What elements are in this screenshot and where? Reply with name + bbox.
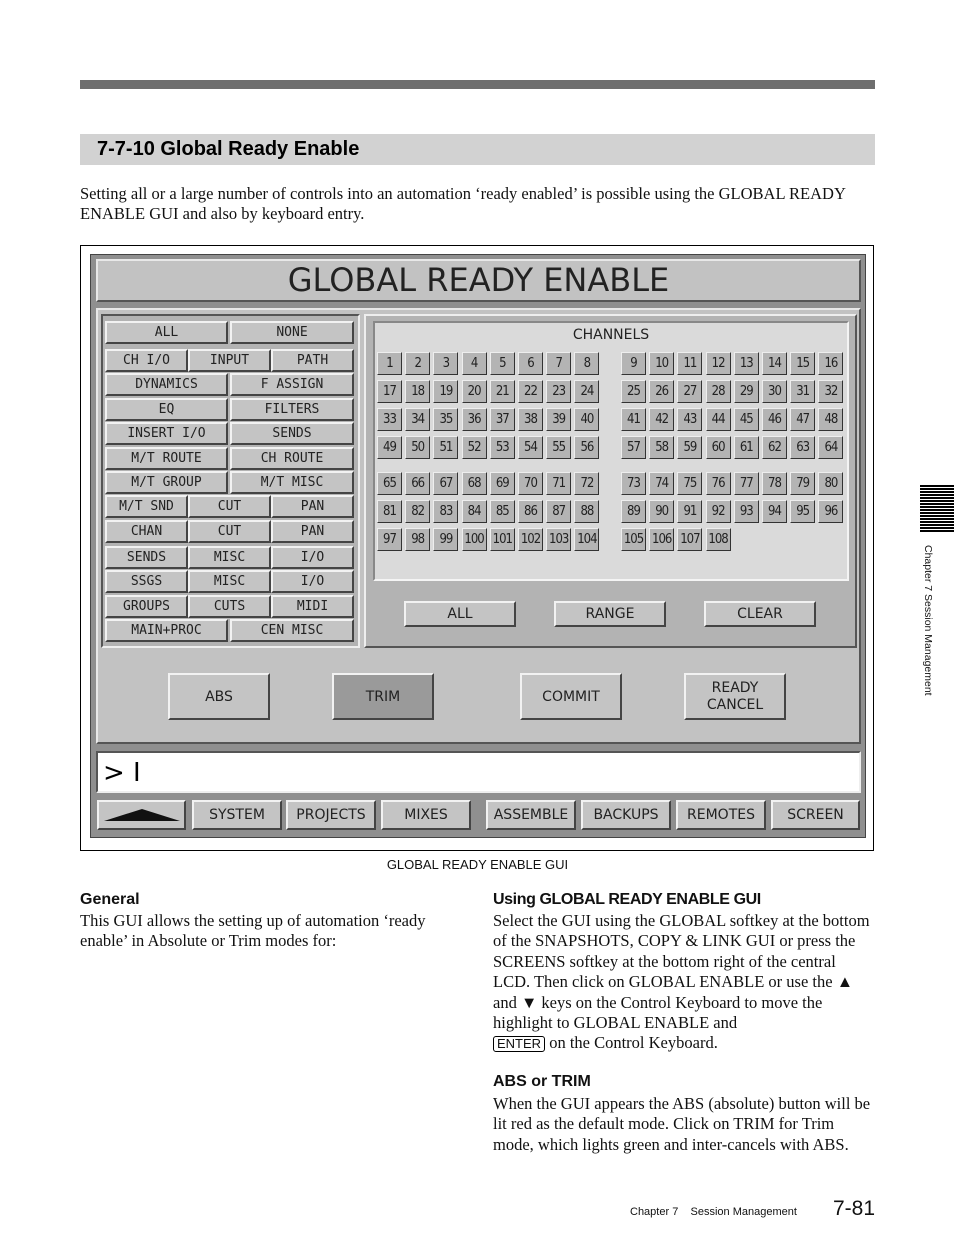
intro-paragraph: Setting all or a large number of controls into an automation ‘ready enabled’ is possible using the GLOBAL READY ENABLE GUI and also by keyboard entry. — [80, 184, 846, 224]
channel-button[interactable]: 25 — [621, 380, 646, 403]
softkey-mixes[interactable]: MIXES — [381, 800, 471, 830]
channel-button[interactable]: 16 — [818, 352, 843, 375]
trim-button[interactable]: TRIM — [332, 673, 434, 720]
channel-button[interactable]: 101 — [490, 528, 515, 551]
general-heading: General — [80, 891, 140, 908]
channel-button[interactable]: 7 — [546, 352, 571, 375]
section-title: 7-7-10 Global Ready Enable — [97, 138, 360, 160]
channel-button[interactable]: 74 — [649, 472, 674, 495]
channel-button[interactable]: 75 — [677, 472, 702, 495]
channel-button[interactable]: 46 — [762, 408, 787, 431]
channel-button[interactable]: 15 — [790, 352, 815, 375]
channel-button[interactable]: 18 — [405, 380, 430, 403]
channel-button[interactable]: 72 — [574, 472, 599, 495]
channel-button[interactable]: 30 — [762, 380, 787, 403]
channel-button[interactable]: 8 — [574, 352, 599, 375]
channel-button[interactable]: 48 — [818, 408, 843, 431]
channel-button[interactable]: 94 — [762, 500, 787, 523]
page-number: 7-81 — [833, 1197, 876, 1220]
group-button[interactable]: PAN — [271, 520, 354, 543]
channel-button[interactable]: 31 — [790, 380, 815, 403]
channel-button[interactable]: 22 — [518, 380, 543, 403]
group-button[interactable]: CUT — [188, 520, 271, 543]
general-text: This GUI allows the setting up of automation ‘ready enable’ in Absolute or Trim modes for: — [80, 911, 426, 951]
channel-button[interactable]: 40 — [574, 408, 599, 431]
channel-button[interactable]: 27 — [677, 380, 702, 403]
group-button[interactable]: PATH — [271, 349, 354, 372]
channels-label: CHANNELS — [572, 327, 650, 343]
channel-button[interactable]: 32 — [818, 380, 843, 403]
commit-button[interactable]: COMMIT — [520, 673, 622, 720]
channel-button[interactable]: 88 — [574, 500, 599, 523]
chapter-thumb-tab — [920, 485, 954, 532]
enter-key: ENTER — [493, 1036, 545, 1052]
group-button[interactable]: M/T GROUP — [105, 471, 228, 494]
scroll-up-softkey[interactable] — [97, 800, 186, 830]
channel-button[interactable]: 10 — [649, 352, 674, 375]
channel-button[interactable]: 106 — [649, 528, 674, 551]
channel-button[interactable]: 11 — [677, 352, 702, 375]
up-arrow-icon — [104, 809, 180, 821]
channel-button[interactable]: 92 — [706, 500, 731, 523]
group-button[interactable]: SSGS — [105, 570, 188, 593]
channel-clear-button[interactable]: CLEAR — [704, 601, 816, 627]
channel-button[interactable]: 91 — [677, 500, 702, 523]
group-button[interactable]: DYNAMICS — [105, 373, 228, 396]
group-button[interactable]: CH I/O — [105, 349, 188, 372]
channel-button[interactable]: 6 — [518, 352, 543, 375]
channel-button[interactable]: 79 — [790, 472, 815, 495]
using-text-2: on the Control Keyboard. — [549, 1033, 718, 1053]
channel-button[interactable]: 39 — [546, 408, 571, 431]
channel-button[interactable]: 90 — [649, 500, 674, 523]
channel-button[interactable]: 76 — [706, 472, 731, 495]
channel-button[interactable]: 44 — [706, 408, 731, 431]
group-button[interactable]: I/O — [271, 570, 354, 593]
channel-button[interactable]: 81 — [377, 500, 402, 523]
channel-button[interactable]: 29 — [734, 380, 759, 403]
channel-button[interactable]: 37 — [490, 408, 515, 431]
channel-button[interactable]: 104 — [574, 528, 599, 551]
softkey-system[interactable]: SYSTEM — [192, 800, 282, 830]
channel-button[interactable]: 5 — [490, 352, 515, 375]
top-rule — [80, 80, 875, 89]
channel-button[interactable]: 96 — [818, 500, 843, 523]
channel-button[interactable]: 19 — [433, 380, 458, 403]
group-button[interactable]: MISC — [188, 546, 271, 569]
channel-button[interactable]: 82 — [405, 500, 430, 523]
channel-button[interactable]: 107 — [677, 528, 702, 551]
channel-button[interactable]: 78 — [762, 472, 787, 495]
channel-button[interactable]: 65 — [377, 472, 402, 495]
using-text-1: Select the GUI using the GLOBAL softkey at the bottom of the SNAPSHOTS, COPY & LINK GUI or press the SCREENS softkey at the bottom right of the central LCD. Then click on GLOBAL ENABLE or use the ▲ and ▼ keys on the Control Keyboard to move the highlight to GLOBAL ENABLE and — [493, 911, 870, 1033]
channel-button[interactable]: 68 — [462, 472, 487, 495]
group-button[interactable]: CH ROUTE — [230, 447, 354, 470]
channel-button[interactable]: 21 — [490, 380, 515, 403]
footer-chapter: Chapter 7 Session Management — [630, 1206, 797, 1218]
channel-button[interactable]: 55 — [546, 436, 571, 459]
channel-button[interactable]: 38 — [518, 408, 543, 431]
channel-button[interactable]: 45 — [734, 408, 759, 431]
abs-button[interactable]: ABS — [168, 673, 270, 720]
channel-button[interactable]: 97 — [377, 528, 402, 551]
channel-button[interactable]: 26 — [649, 380, 674, 403]
group-button[interactable]: PAN — [271, 495, 354, 518]
channel-button[interactable]: 61 — [734, 436, 759, 459]
channel-button[interactable]: 93 — [734, 500, 759, 523]
group-button[interactable]: INSERT I/O — [105, 422, 228, 445]
channel-button[interactable]: 56 — [574, 436, 599, 459]
softkey-screen[interactable]: SCREEN — [771, 800, 860, 830]
softkey-backups[interactable]: BACKUPS — [581, 800, 671, 830]
command-line-input[interactable] — [96, 751, 861, 793]
channel-button[interactable]: 69 — [490, 472, 515, 495]
channel-button[interactable]: 70 — [518, 472, 543, 495]
channel-button[interactable]: 9 — [621, 352, 646, 375]
group-button[interactable]: M/T SND — [105, 495, 188, 518]
channel-button[interactable]: 63 — [790, 436, 815, 459]
channel-button[interactable]: 64 — [818, 436, 843, 459]
channel-button[interactable]: 102 — [518, 528, 543, 551]
channel-button[interactable]: 53 — [490, 436, 515, 459]
channel-button[interactable]: 67 — [433, 472, 458, 495]
abs-trim-heading: ABS or TRIM — [493, 1073, 591, 1090]
channel-button[interactable]: 52 — [462, 436, 487, 459]
channel-button[interactable]: 28 — [706, 380, 731, 403]
channel-button[interactable]: 95 — [790, 500, 815, 523]
group-button[interactable]: M/T MISC — [230, 471, 354, 494]
softkey-remotes[interactable]: REMOTES — [676, 800, 766, 830]
channel-button[interactable]: 17 — [377, 380, 402, 403]
group-button[interactable]: GROUPS — [105, 595, 188, 618]
channel-button[interactable]: 13 — [734, 352, 759, 375]
gui-title-bar — [96, 259, 861, 302]
channel-button[interactable]: 57 — [621, 436, 646, 459]
channel-button[interactable]: 3 — [433, 352, 458, 375]
channel-range-button[interactable]: RANGE — [554, 601, 666, 627]
group-button[interactable]: MIDI — [271, 595, 354, 618]
command-prompt: > I — [103, 758, 141, 788]
group-button[interactable]: M/T ROUTE — [105, 447, 228, 470]
channel-button[interactable]: 47 — [790, 408, 815, 431]
channel-button[interactable]: 34 — [405, 408, 430, 431]
channel-button[interactable]: 98 — [405, 528, 430, 551]
group-button[interactable]: CUT — [188, 495, 271, 518]
group-button[interactable]: SENDS — [105, 546, 188, 569]
group-button[interactable]: F ASSIGN — [230, 373, 354, 396]
group-button[interactable]: CUTS — [188, 595, 271, 618]
channel-button[interactable]: 36 — [462, 408, 487, 431]
channel-button[interactable]: 60 — [706, 436, 731, 459]
channel-button[interactable]: 84 — [462, 500, 487, 523]
channel-button[interactable]: 66 — [405, 472, 430, 495]
channel-button[interactable]: 62 — [762, 436, 787, 459]
group-button[interactable]: MAIN+PROC — [105, 619, 228, 642]
channel-button[interactable]: 89 — [621, 500, 646, 523]
channel-button[interactable]: 71 — [546, 472, 571, 495]
using-heading: Using GLOBAL READY ENABLE GUI — [493, 891, 761, 908]
side-chapter-text: Chapter 7 Session Management — [922, 545, 934, 696]
channel-button[interactable]: 103 — [546, 528, 571, 551]
channel-button[interactable]: 86 — [518, 500, 543, 523]
channel-button[interactable]: 73 — [621, 472, 646, 495]
channel-button[interactable]: 54 — [518, 436, 543, 459]
channel-button[interactable]: 4 — [462, 352, 487, 375]
channel-all-button[interactable]: ALL — [404, 601, 516, 627]
softkey-projects[interactable]: PROJECTS — [286, 800, 376, 830]
ready-cancel-button[interactable] — [684, 673, 786, 720]
group-button[interactable]: I/O — [271, 546, 354, 569]
channel-button[interactable]: 50 — [405, 436, 430, 459]
channel-button[interactable]: 108 — [706, 528, 731, 551]
channel-button[interactable]: 80 — [818, 472, 843, 495]
ready-cancel-line1: READY — [711, 679, 759, 696]
channel-button[interactable]: 33 — [377, 408, 402, 431]
channel-button[interactable]: 43 — [677, 408, 702, 431]
group-button[interactable]: MISC — [188, 570, 271, 593]
channel-button[interactable]: 59 — [677, 436, 702, 459]
channel-button[interactable]: 35 — [433, 408, 458, 431]
channel-button[interactable]: 58 — [649, 436, 674, 459]
channel-button[interactable]: 42 — [649, 408, 674, 431]
group-button[interactable]: NONE — [230, 321, 354, 344]
channel-button[interactable]: 23 — [546, 380, 571, 403]
channel-button[interactable]: 51 — [433, 436, 458, 459]
channel-button[interactable]: 100 — [462, 528, 487, 551]
channel-button[interactable]: 41 — [621, 408, 646, 431]
group-button[interactable]: CHAN — [105, 520, 188, 543]
using-text — [493, 911, 875, 1054]
group-button[interactable]: INPUT — [188, 349, 271, 372]
channel-button[interactable]: 24 — [574, 380, 599, 403]
group-button[interactable]: ALL — [105, 321, 228, 344]
channel-button[interactable]: 85 — [490, 500, 515, 523]
channel-button[interactable]: 105 — [621, 528, 646, 551]
group-button[interactable]: CEN MISC — [230, 619, 354, 642]
abs-trim-text: When the GUI appears the ABS (absolute) button will be lit red as the default mode. Click on TRIM for Trim mode, which lights green and inter-cancels with ABS. — [493, 1094, 871, 1154]
channel-button[interactable]: 14 — [762, 352, 787, 375]
channel-button[interactable]: 87 — [546, 500, 571, 523]
channel-button[interactable]: 83 — [433, 500, 458, 523]
channel-button[interactable]: 12 — [706, 352, 731, 375]
gui-title: GLOBAL READY ENABLE — [287, 261, 670, 299]
channel-button[interactable]: 20 — [462, 380, 487, 403]
channel-button[interactable]: 77 — [734, 472, 759, 495]
softkey-assemble[interactable]: ASSEMBLE — [486, 800, 576, 830]
group-button[interactable]: SENDS — [230, 422, 354, 445]
channel-button[interactable]: 99 — [433, 528, 458, 551]
side-chapter-label — [920, 545, 934, 720]
group-button[interactable]: FILTERS — [230, 398, 354, 421]
channel-button[interactable]: 1 — [377, 352, 402, 375]
channel-button[interactable]: 2 — [405, 352, 430, 375]
figure-caption: GLOBAL READY ENABLE GUI — [386, 857, 569, 872]
channel-button[interactable]: 49 — [377, 436, 402, 459]
ready-cancel-line2: CANCEL — [706, 696, 764, 713]
group-button[interactable]: EQ — [105, 398, 228, 421]
